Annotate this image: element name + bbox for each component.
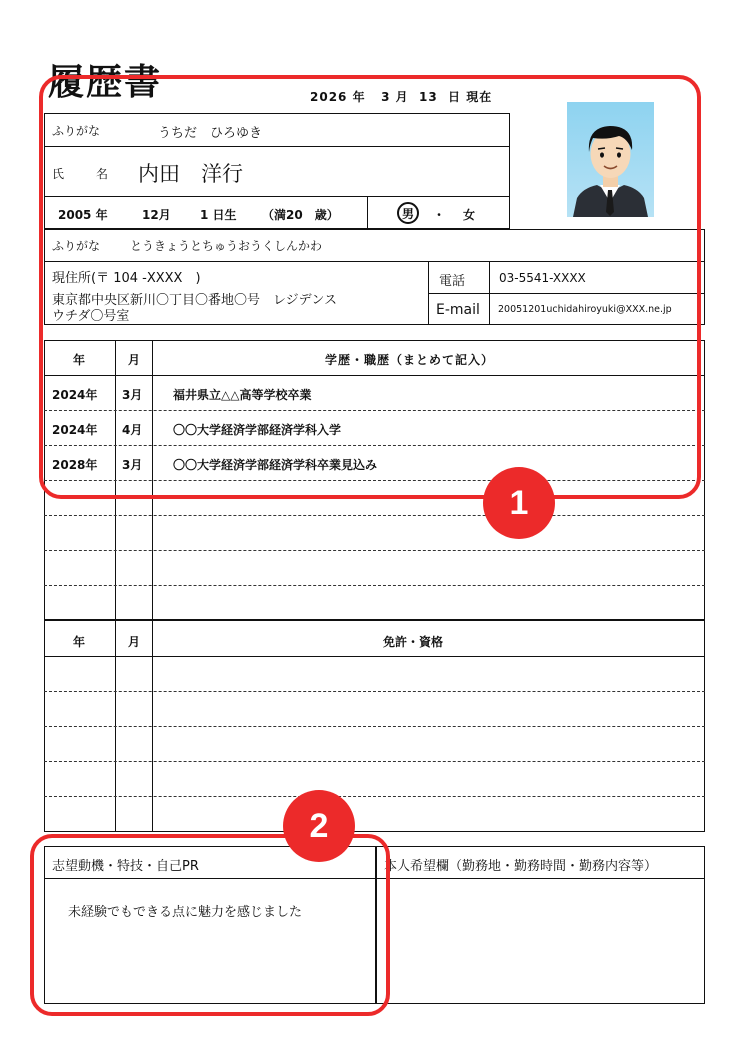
table-row-year: 2028年 — [52, 458, 98, 472]
birth-year: 2005 年 — [58, 208, 108, 222]
gender-separator: ・ — [433, 208, 446, 222]
licenses-col-content: 免許・資格 — [383, 635, 444, 649]
birth-day: 1 日生 — [200, 208, 237, 222]
address-line2: ウチダ〇号室 — [52, 309, 130, 324]
history-col-month: 月 — [128, 353, 141, 367]
address-furigana: とうきょうとちゅうおうくしんかわ — [130, 239, 323, 253]
age-text: （満20 歳） — [262, 208, 339, 222]
history-col-content: 学歴・職歴（まとめて記入） — [325, 353, 495, 367]
table-row-month: 3月 — [122, 458, 143, 472]
highlight-region-2 — [30, 834, 390, 1016]
table-row-text: 〇〇大学経済学部経済学科卒業見込み — [173, 458, 378, 472]
motivation-text: 未経験でもできる点に魅力を感じました — [68, 905, 303, 920]
name-label: 氏 名 — [52, 167, 119, 181]
history-col-year: 年 — [73, 353, 86, 367]
table-row-year: 2024年 — [52, 388, 98, 402]
table-row-year: 2024年 — [52, 423, 98, 437]
table-row-month: 4月 — [122, 423, 143, 437]
phone-value: 03-5541-XXXX — [499, 271, 586, 285]
table-row-text: 福井県立△△高等学校卒業 — [173, 388, 312, 402]
address-line1: 東京都中央区新川〇丁目〇番地〇号 レジデンス — [52, 293, 338, 308]
furigana-label: ふりがな — [52, 124, 101, 138]
table-row-month: 3月 — [122, 388, 143, 402]
document-title: 履歴書 — [48, 61, 163, 103]
wishes-label: 本人希望欄（勤務地・勤務時間・勤務内容等） — [384, 859, 658, 874]
furigana-name: うちだ ひろゆき — [158, 126, 263, 141]
birth-month: 12月 — [142, 208, 171, 222]
date-line: 2026 年 3 月 13 日 現在 — [310, 90, 493, 104]
highlight-region-1 — [39, 75, 701, 499]
marker-badge-1: 1 — [483, 467, 555, 539]
email-value: 20051201uchidahiroyuki@XXX.ne.jp — [498, 304, 672, 315]
gender-male-circled: 男 — [397, 202, 419, 224]
licenses-col-month: 月 — [128, 635, 141, 649]
full-name: 内田 洋行 — [138, 162, 243, 186]
address-furigana-label: ふりがな — [52, 239, 101, 253]
gender-female: 女 — [463, 208, 476, 222]
email-label: E-mail — [436, 302, 480, 318]
licenses-col-year: 年 — [73, 635, 86, 649]
address-label: 現住所(〒 104 -XXXX ) — [52, 271, 201, 286]
table-row-text: 〇〇大学経済学部経済学科入学 — [173, 423, 342, 437]
marker-badge-2: 2 — [283, 790, 355, 862]
motivation-label: 志望動機・特技・自己PR — [52, 859, 199, 874]
phone-label: 電話 — [439, 274, 466, 289]
